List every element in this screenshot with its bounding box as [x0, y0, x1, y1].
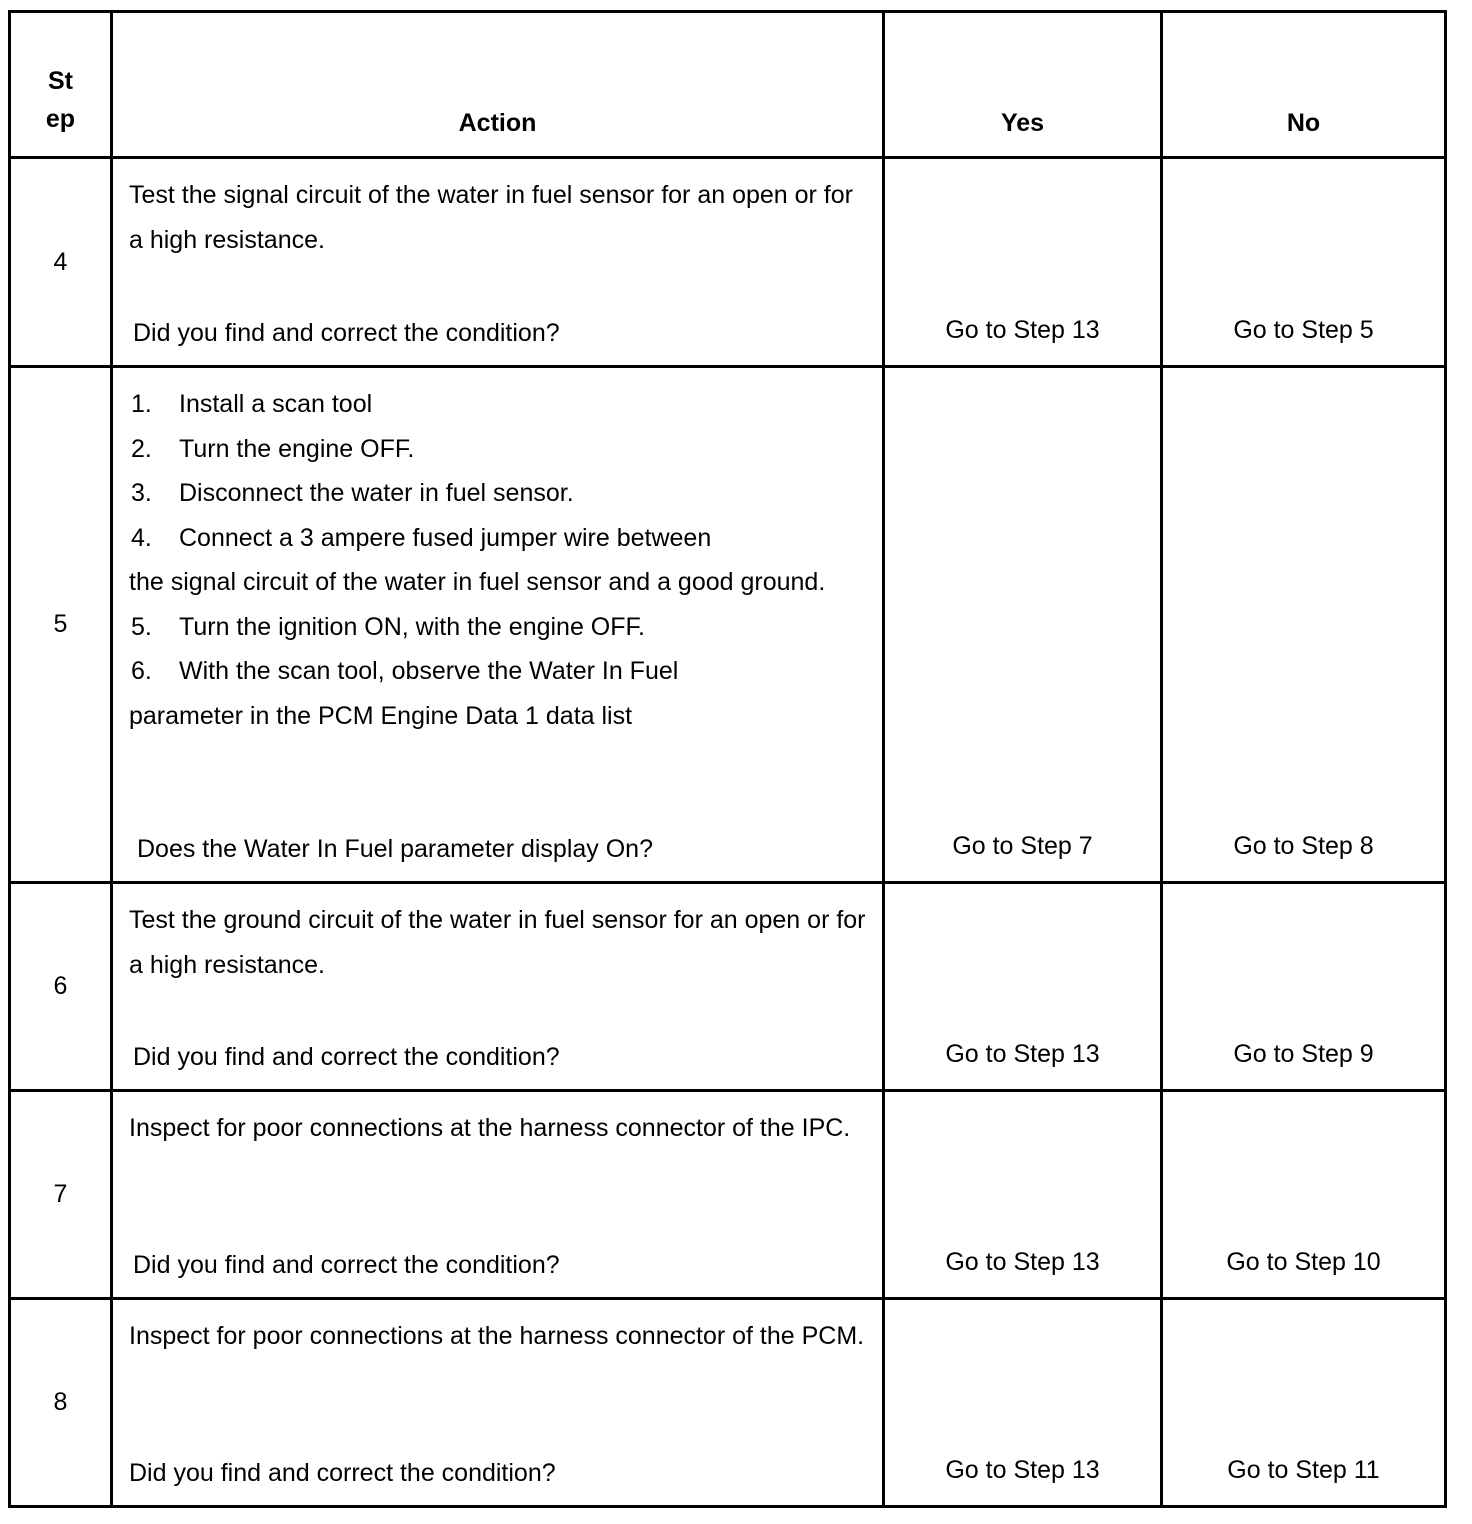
no-column-header: No [1162, 12, 1446, 158]
procedure-number: 6. [131, 657, 152, 685]
table-row [10, 367, 1446, 883]
procedure-number: 1. [131, 390, 152, 418]
no-result: Go to Step 11 [1162, 1299, 1446, 1507]
step-number: 5 [10, 367, 112, 883]
action-cell [112, 883, 884, 1091]
procedure-item [129, 382, 866, 427]
step-number: 7 [10, 1091, 112, 1299]
yes-result: Go to Step 13 [884, 1091, 1162, 1299]
procedure-number: 2. [131, 434, 152, 463]
action-cell [112, 367, 884, 883]
procedure-item [129, 471, 866, 516]
no-result: Go to Step 8 [1162, 367, 1446, 883]
step-header-line2: ep [45, 105, 76, 133]
step-column-header [10, 12, 112, 158]
action-cell [112, 158, 884, 367]
action-cell [112, 1299, 884, 1507]
procedure-text: Disconnect the water in fuel sensor. [179, 479, 574, 507]
action-instruction: Inspect for poor connections at the harness connector of the IPC. [129, 1114, 851, 1142]
action-question: Did you find and correct the condition? [133, 318, 560, 347]
table-row [10, 1299, 1446, 1507]
procedure-item [129, 605, 866, 650]
procedure-number: 3. [131, 479, 152, 507]
action-question: Did you find and correct the condition? [129, 1458, 556, 1487]
procedure-number: 5. [131, 612, 152, 641]
table-row [10, 1091, 1446, 1299]
procedure-item [129, 516, 866, 605]
procedure-list [129, 382, 866, 738]
yes-column-header: Yes [884, 12, 1162, 158]
step-number: 8 [10, 1299, 112, 1507]
action-question: Did you find and correct the condition? [133, 1042, 560, 1071]
step-number: 4 [10, 158, 112, 367]
procedure-continuation: the signal circuit of the water in fuel sensor and a good ground. [129, 568, 826, 596]
action-cell [112, 1091, 884, 1299]
procedure-text: With the scan tool, observe the Water In Fuel [179, 657, 679, 685]
no-result: Go to Step 10 [1162, 1091, 1446, 1299]
yes-result: Go to Step 7 [884, 367, 1162, 883]
table-row [10, 158, 1446, 367]
no-result: Go to Step 5 [1162, 158, 1446, 367]
yes-result: Go to Step 13 [884, 1299, 1162, 1507]
action-instruction: Test the ground circuit of the water in fuel sensor for an open or for a high resistance. [129, 906, 866, 979]
step-header-line1: St [48, 67, 73, 95]
procedure-text: Turn the engine OFF. [179, 434, 415, 463]
yes-result: Go to Step 13 [884, 158, 1162, 367]
action-question: Does the Water In Fuel parameter display On? [137, 834, 653, 863]
procedure-continuation: parameter in the PCM Engine Data 1 data list [129, 701, 633, 730]
procedure-number: 4. [131, 523, 152, 552]
procedure-item [129, 649, 866, 738]
action-instruction: Test the signal circuit of the water in fuel sensor for an open or for a high resistance. [129, 181, 853, 254]
action-question: Did you find and correct the condition? [133, 1250, 560, 1279]
no-result: Go to Step 9 [1162, 883, 1446, 1091]
step-number: 6 [10, 883, 112, 1091]
action-column-header: Action [112, 12, 884, 158]
table-row [10, 883, 1446, 1091]
table-header-row [10, 12, 1446, 158]
action-instruction: Inspect for poor connections at the harness connector of the PCM. [129, 1322, 865, 1350]
procedure-text: Turn the ignition ON, with the engine OFF. [179, 612, 645, 641]
diagnostic-steps-table [8, 10, 1447, 1508]
procedure-text: Install a scan tool [179, 390, 373, 418]
yes-result: Go to Step 13 [884, 883, 1162, 1091]
procedure-text: Connect a 3 ampere fused jumper wire between [179, 523, 712, 552]
procedure-item [129, 427, 866, 472]
